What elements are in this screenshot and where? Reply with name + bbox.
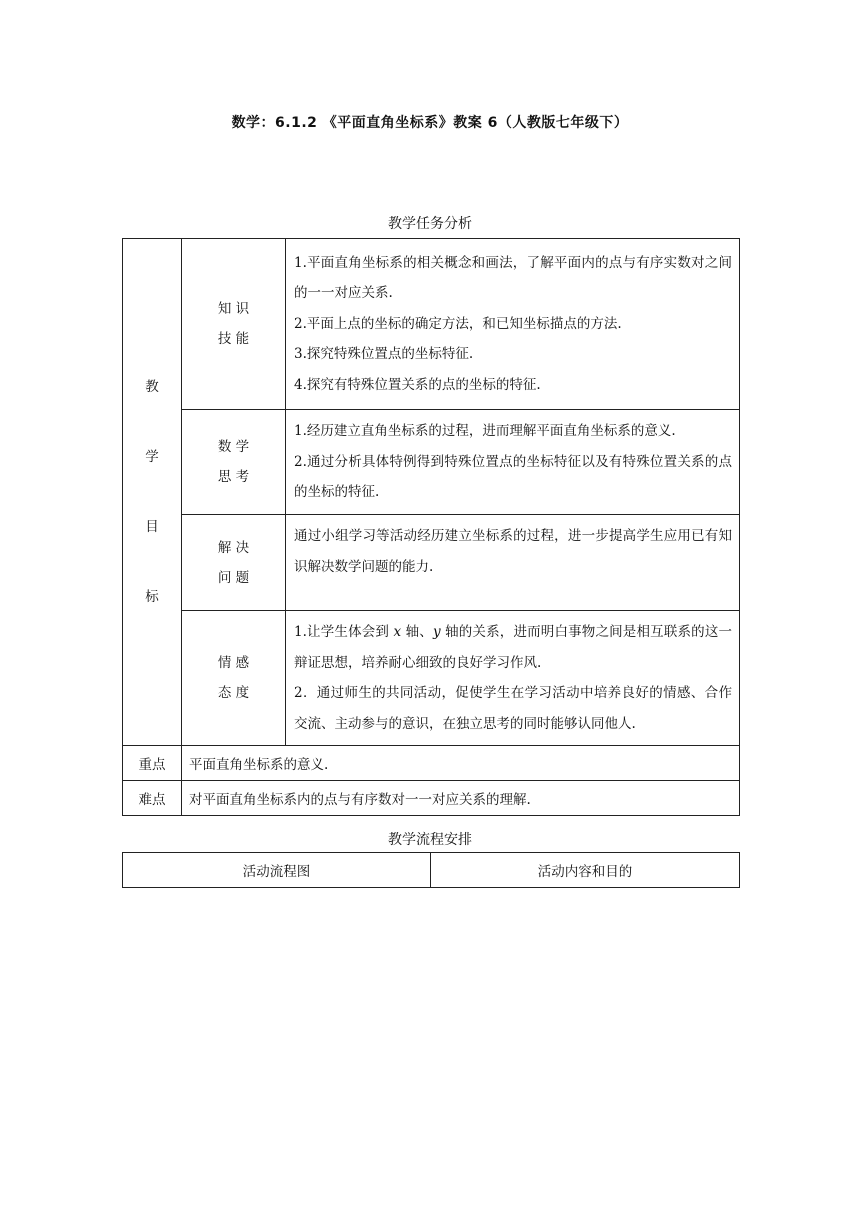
table-row	[123, 410, 740, 515]
flow-table	[122, 852, 740, 888]
problem-solving-content: 通过小组学习等活动经历建立坐标系的过程，进一步提高学生应用已有知识解决数学问题的能力.	[286, 515, 740, 611]
math-thinking-content: 1.经历建立直角坐标系的过程，进而理解平面直角坐标系的意义. 2.通过分析具体特例得到特殊位置点的坐标特征以及有特殊位置关系的点的坐标的特征.	[286, 410, 740, 515]
table-row	[123, 781, 740, 816]
category-knowledge-skills: 知 识 技 能	[182, 239, 286, 410]
table-row	[123, 853, 740, 888]
key-point-text: 平面直角坐标系的意义.	[182, 746, 740, 781]
category-math-thinking: 数 学 思 考	[182, 410, 286, 515]
table-row	[123, 239, 740, 410]
analysis-heading: 教学任务分析	[388, 216, 472, 232]
key-point-label: 重点	[123, 746, 182, 781]
difficulty-label: 难点	[123, 781, 182, 816]
teaching-goals-label: 教 学 目 标	[123, 239, 182, 746]
table-row	[123, 515, 740, 611]
flow-column-header: 活动流程图	[123, 853, 431, 888]
category-problem-solving: 解 决 问 题	[182, 515, 286, 611]
difficulty-text: 对平面直角坐标系内的点与有序数对一一对应关系的理解.	[182, 781, 740, 816]
flow-heading: 教学流程安排	[388, 832, 472, 848]
flow-column-header: 活动内容和目的	[431, 853, 740, 888]
knowledge-skills-content: 1.平面直角坐标系的相关概念和画法，了解平面内的点与有序实数对之间的一一对应关系. 2.平面上点的坐标的确定方法，和已知坐标描点的方法. 3.探究特殊位置点的坐标特征. 4.探究有特殊位置关系的点的坐标的特征.	[286, 239, 740, 410]
analysis-table	[122, 238, 740, 816]
category-emotion-attitude: 情 感 态 度	[182, 611, 286, 746]
document-title: 数学：6.1.2 《平面直角坐标系》教案 6（人教版七年级下）	[231, 115, 629, 131]
table-row	[123, 746, 740, 781]
emotion-attitude-content: 1.让学生体会到 x 轴、y 轴的关系，进而明白事物之间是相互联系的这一辩证思想，培养耐心细致的良好学习作风. 2．通过师生的共同活动，促使学生在学习活动中培养良好的情感、合作交流、主动参与的意识，在独立思考的同时能够认同他人.	[286, 611, 740, 746]
table-row	[123, 611, 740, 746]
